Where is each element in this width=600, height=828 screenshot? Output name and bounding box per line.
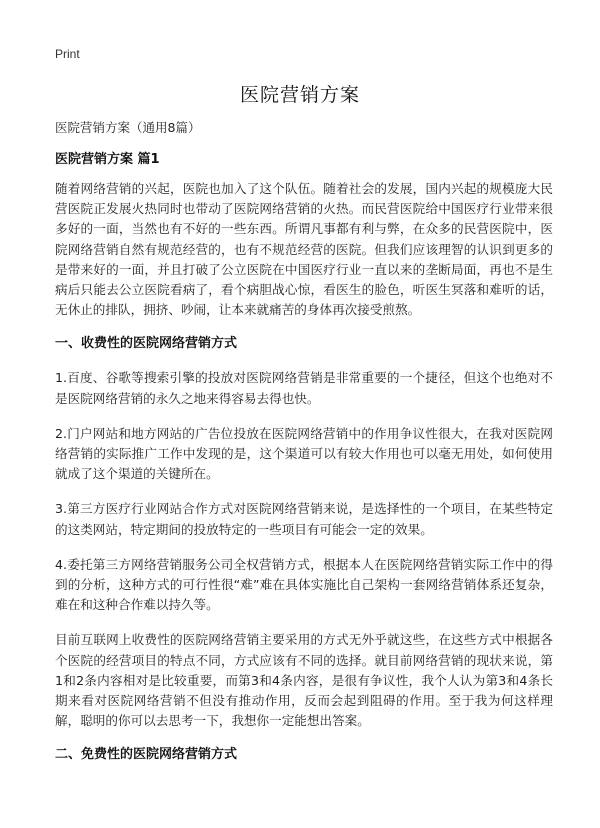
- list-item-4: 4.委托第三方网络营销服务公司全权营销方式，根据本人在医院网络营销实际工作中的得到的分析，这种方式的可行性很“难”难在具体实施比自己架构一套网络营销体系还复杂，难在和这种合作难以持久等。: [55, 556, 553, 613]
- print-label[interactable]: Print: [55, 47, 80, 61]
- article-title: 医院营销方案 篇1: [55, 152, 160, 167]
- document-subtitle: 医院营销方案（通用8篇）: [55, 120, 201, 135]
- list-item-3: 3.第三方医疗行业网站合作方式对医院网络营销来说，是选择性的一个项目，在某些特定的这类网站，特定期间的投放特定的一些项目有可能会一定的效果。: [55, 501, 553, 537]
- section-heading-paid: 一、收费性的医院网络营销方式: [55, 336, 238, 352]
- list-item-2: 2.门户网站和地方网站的广告位投放在医院网络营销中的作用争议性很大，在我对医院网络营销的实际推广工作中发现的是，这个渠道可以有较大作用也可以毫无用处，如何使用就成了这个渠道的关键所在。: [55, 425, 553, 482]
- section-heading-free: 二、免费性的医院网络营销方式: [55, 747, 238, 763]
- document-title: 医院营销方案: [239, 84, 360, 106]
- summary-paragraph: 目前互联网上收费性的医院网络营销主要采用的方式无外乎就这些，在这些方式中根据各个医院的经营项目的特点不同，方式应该有不同的选择。就目前网络营销的现状来说，第1和2条内容相对是比较重要，而第3和4条内容，是很有争议性，我个人认为第3和4条长期来看对医院网络营销不但没有推动作用，反而会起到阻碍的作用。至于我为何这样理解，聪明的你可以去思考一下，我想你一定能想出答案。: [55, 632, 553, 729]
- document-body: [55, 119, 553, 779]
- intro-paragraph: 随着网络营销的兴起，医院也加入了这个队伍。随着社会的发展，国内兴起的规模庞大民营医院正发展火热同时也带动了医院网络营销的火热。而民营医院给中国医疗行业带来很多好的一面，当然也有不好的一些东西。所谓凡事都有利与弊，在众多的民营医院中，医院网络营销自然有规范经营的，也有不规范经营的医院。但我们应该理智的认识到更多的是带来好的一面，并且打破了公立医院在中国医疗行业一直以来的垄断局面，再也不是生病后只能去公立医院看病了，看个病胆战心惊，看医生的脸色，听医生冥落和难听的话，无休止的排队，拥挤、吵闹，让本来就痛苦的身体再次接受煎熬。: [55, 181, 553, 318]
- list-item-1: 1.百度、谷歌等搜索引擎的投放对医院网络营销是非常重要的一个捷径，但这个也绝对不是医院网络营销的永久之地来得容易去得也快。: [55, 370, 553, 406]
